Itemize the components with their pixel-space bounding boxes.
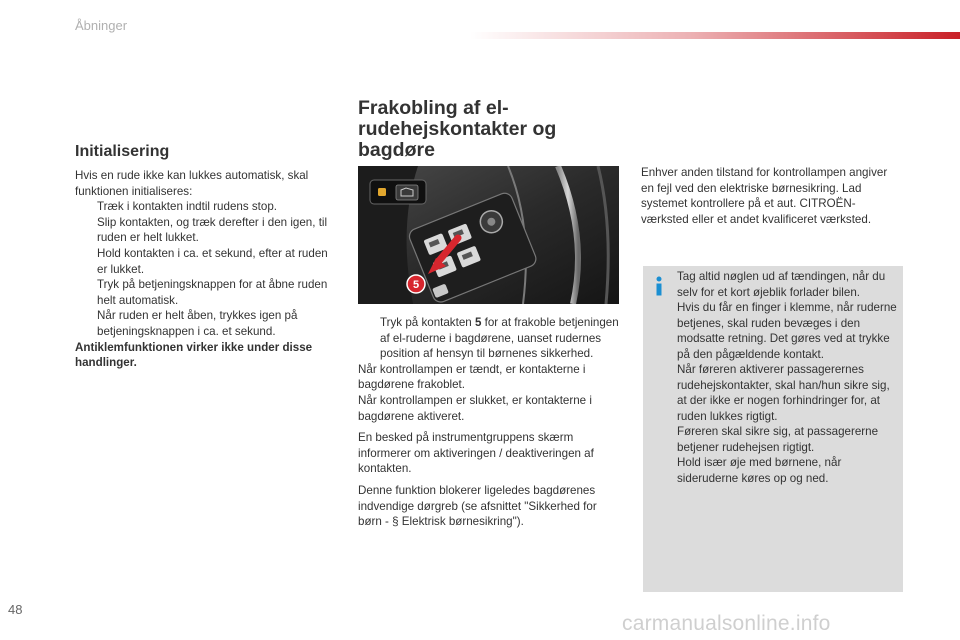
lamp-off-text: Når kontrollampen er slukket, er kontakterne i bagdørene aktiveret. [358, 393, 592, 423]
info-paragraph: Føreren skal sikre sig, at passagererne betjener rudehejsen rigtigt. [677, 425, 879, 454]
frakobling-step-number: 5 [474, 316, 482, 329]
door-switch-photo [358, 166, 619, 304]
list-item [75, 277, 337, 308]
info-icon [652, 276, 666, 296]
list-item [75, 215, 337, 246]
instrument-message-text: En besked på instrumentgruppens skærm informerer om aktiveringen / deaktiveringen af kontakten. [358, 431, 594, 476]
lamp-fault-text-block [641, 165, 903, 227]
lamp-fault-text: Enhver anden tilstand for kontrollampen angiver en fejl ved den elektriske børnesikring. Lad systemet kontrollere på et aut. CITROËN-værksted eller et andet kvalificeret værksted. [641, 166, 888, 226]
list-item [75, 246, 337, 277]
frakobling-steps [358, 315, 620, 362]
antiklem-warning: Antiklemfunktionen virker ikke under disse handlinger. [75, 340, 313, 370]
initialisering-heading: Initialisering [75, 143, 170, 160]
initialisering-body [75, 168, 337, 371]
info-paragraph: Når føreren aktiverer passagerernes rudehejskontakter, skal han/hun sikre sig, at der ikke er nogen forhindringer for, at ruden lukkes rigtigt. [677, 363, 890, 423]
step-text: Tryk på betjeningsknappen for at åbne ruden helt automatisk. [97, 278, 328, 307]
list-item [75, 199, 337, 215]
list-item [358, 315, 620, 362]
watermark: carmanualsonline.info [622, 612, 831, 635]
frakobling-step-prefix: Tryk på kontakten [380, 316, 475, 329]
photo-callout-label: 5 [412, 279, 420, 291]
section-title: Åbninger [75, 18, 128, 33]
list-item [75, 308, 337, 339]
lamp-on-text: Når kontrollampen er tændt, er kontakterne i bagdørene frakoblet. [358, 362, 586, 392]
step-text: Slip kontakten, og træk derefter i den igen, til ruden er helt lukket. [97, 215, 328, 245]
initialisering-steps [75, 199, 337, 339]
frakobling-body [358, 315, 620, 536]
initialisering-intro: Hvis en rude ikke kan lukkes automatisk, skal funktionen initialiseres: [75, 169, 309, 198]
page-number: 48 [8, 602, 23, 617]
info-paragraph: Hvis du får en finger i klemme, når ruderne betjenes, skal ruden bevæges i den modsatte retning. Det gøres ved at trykke på den pågældende kontakt. [677, 301, 897, 361]
frakobling-step-suffix: for at frakoble betjeningen af el-ruderne i bagdørene, uanset rudernes position af hensyn til børnenes sikkerhed. [380, 316, 619, 361]
info-box-text [677, 269, 897, 486]
step-text: Hold kontakten i ca. et sekund, efter at ruden er lukket. [97, 246, 328, 276]
info-paragraph: Tag altid nøglen ud af tændingen, når du selv for et kort øjeblik forlader bilen. [677, 270, 886, 299]
step-text: Træk i kontakten indtil rudens stop. [97, 200, 278, 214]
frakobling-heading: Frakobling af el-rudehejskontakter og bagdøre [358, 97, 557, 161]
header-accent-bar [470, 32, 960, 39]
info-paragraph: Hold især øje med børnene, når sideruderne køres op og ned. [677, 456, 842, 485]
door-handle-function-text: Denne funktion blokerer ligeledes bagdørenes indvendige dørgreb (se afsnittet "Sikkerhed for børn - § Elektrisk børnesikring"). [358, 483, 597, 529]
step-text: Når ruden er helt åben, trykkes igen på betjeningsknappen i ca. et sekund. [97, 309, 298, 338]
